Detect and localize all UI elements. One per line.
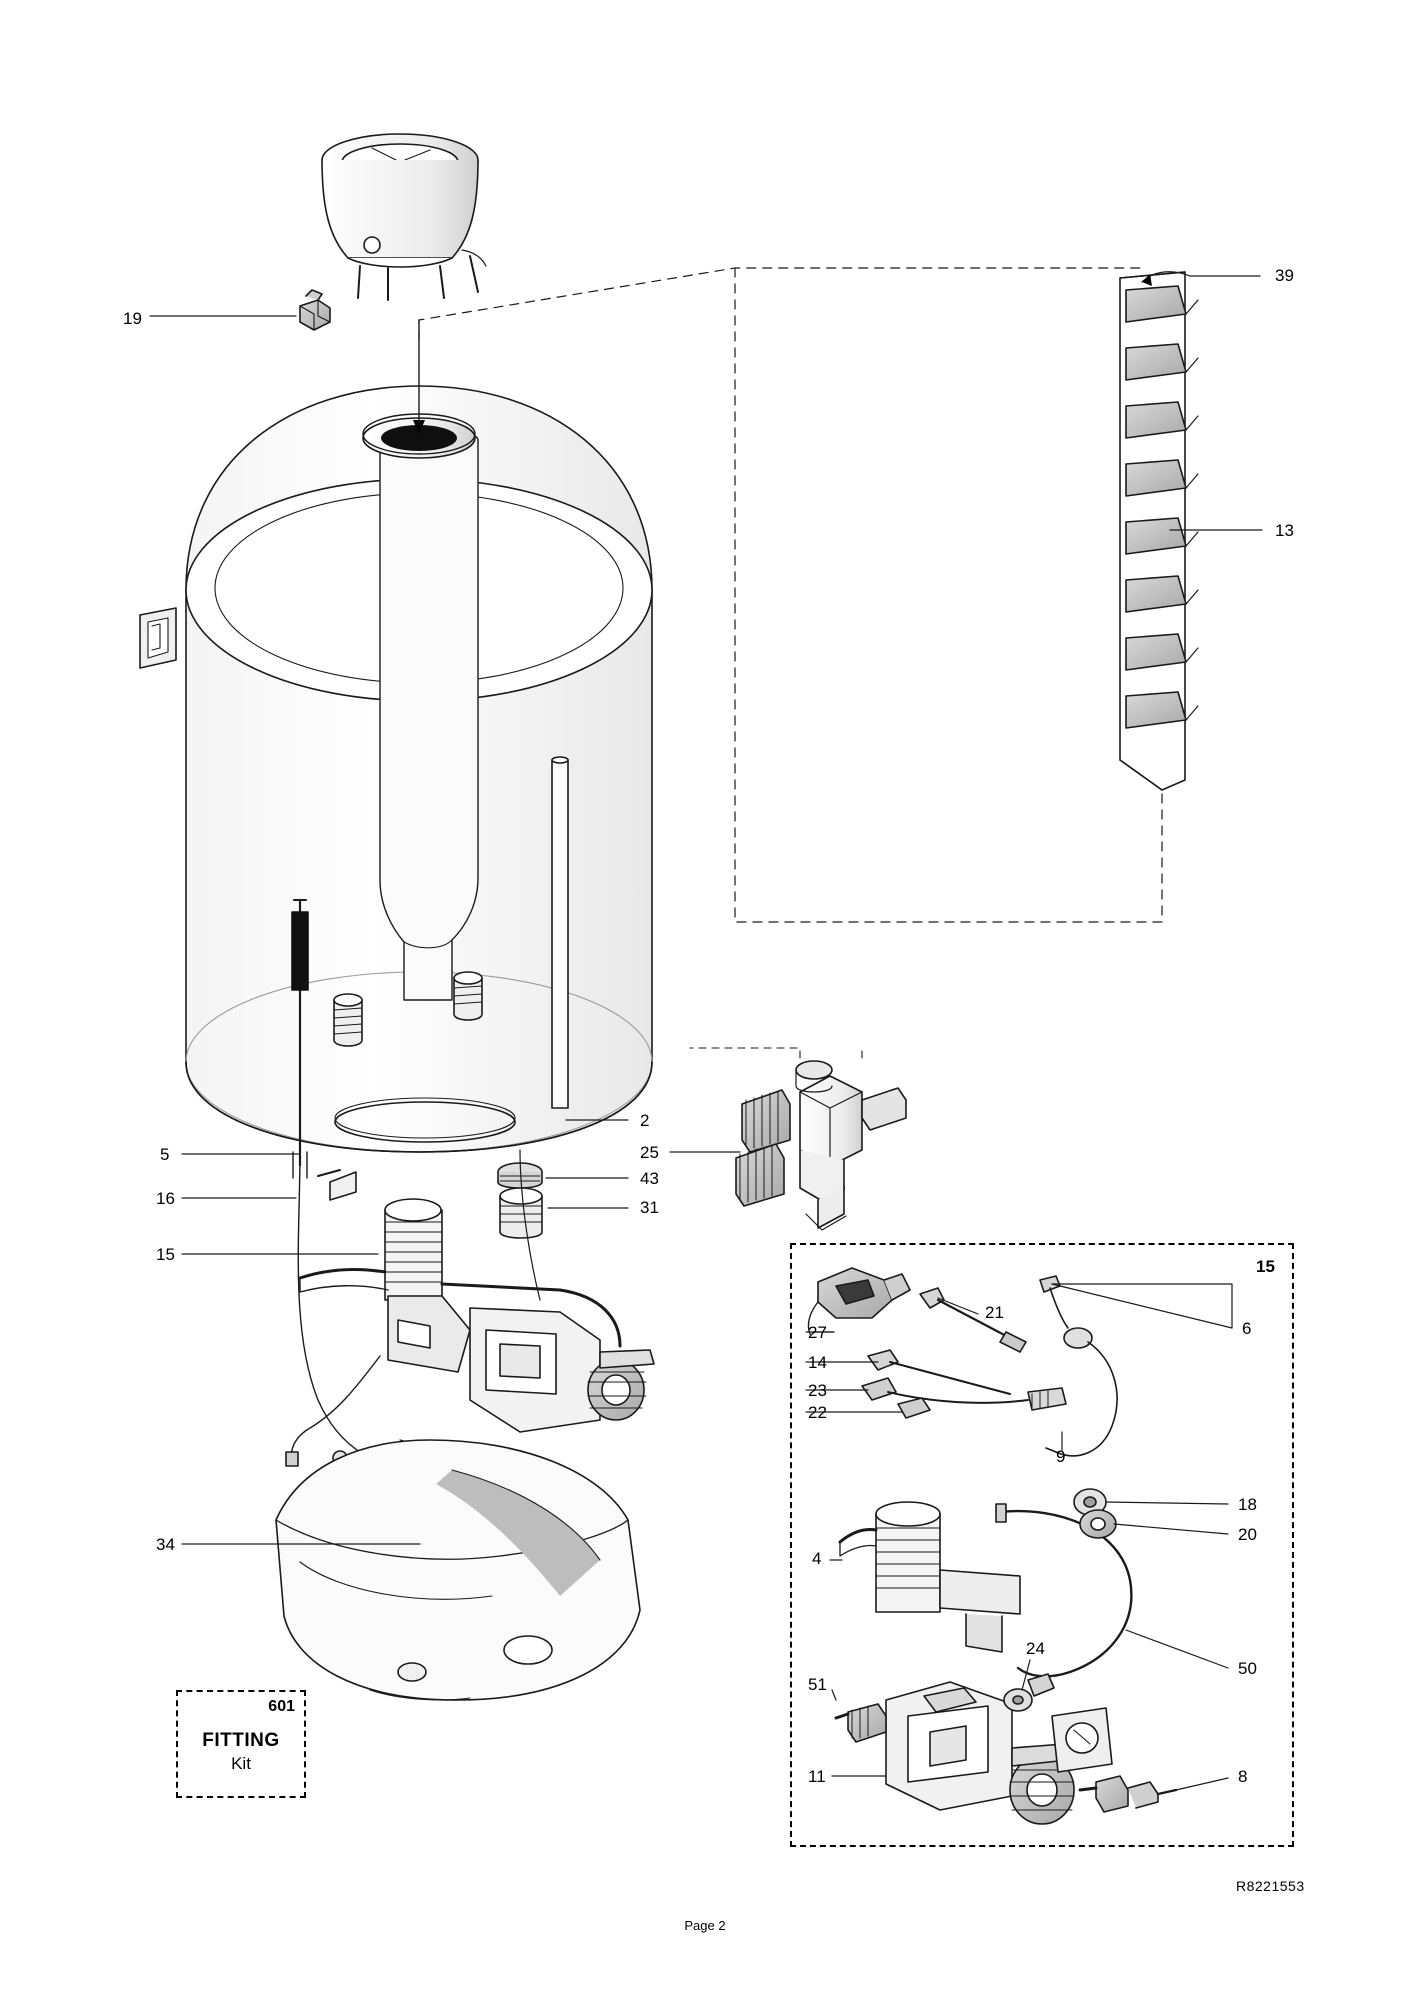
part-19-fitting <box>300 290 330 330</box>
draft-hood-part <box>322 134 486 300</box>
callout-22: 22 <box>808 1403 827 1422</box>
callout-51: 51 <box>808 1675 827 1694</box>
callout-19: 19 <box>123 309 142 328</box>
callout-34: 34 <box>156 1535 175 1554</box>
insulation-blanket <box>1120 272 1198 790</box>
base-pan-cover <box>276 1440 640 1700</box>
burner-assembly-left <box>286 1199 654 1466</box>
drawing-code: R8221553 <box>1236 1878 1305 1894</box>
page-footer: Page 2 <box>684 1918 726 1933</box>
callout-18: 18 <box>1238 1495 1257 1514</box>
fitting-kit-box <box>176 1690 306 1798</box>
callout-31: 31 <box>640 1198 659 1217</box>
callout-43: 43 <box>640 1169 659 1188</box>
callout-6: 6 <box>1242 1319 1252 1338</box>
callout-39: 39 <box>1275 266 1294 285</box>
callout-5: 5 <box>160 1145 170 1164</box>
gas-control-knob-left <box>588 1360 646 1420</box>
callout-21: 21 <box>985 1303 1004 1322</box>
callout-15: 15 <box>156 1245 175 1264</box>
callout-23: 23 <box>808 1381 827 1400</box>
callout-2: 2 <box>640 1111 650 1130</box>
fitting-kit-title: FITTING <box>202 1730 280 1751</box>
callout-13: 13 <box>1275 521 1294 540</box>
callout-20: 20 <box>1238 1525 1257 1544</box>
callout-16: 16 <box>156 1189 175 1208</box>
callout-9: 9 <box>1056 1447 1066 1466</box>
tank-nipple-left <box>334 994 362 1046</box>
callout-11: 11 <box>808 1767 826 1786</box>
callout-24: 24 <box>1026 1639 1045 1658</box>
mixing-valve-assembly <box>736 1061 906 1230</box>
callout-8: 8 <box>1238 1767 1248 1786</box>
valve-knob-lower <box>736 1144 784 1206</box>
callout-14: 14 <box>808 1353 827 1372</box>
fitting-kit-number: 601 <box>268 1698 295 1715</box>
fitting-kit-subtitle: Kit <box>231 1754 251 1773</box>
tank-nipple-right <box>454 972 482 1020</box>
callout-50: 50 <box>1238 1659 1257 1678</box>
water-heater-tank <box>140 386 652 1178</box>
callout-4: 4 <box>812 1549 822 1568</box>
part-31-coupling <box>500 1188 542 1238</box>
detail-panel-15-label: 15 <box>1256 1257 1275 1276</box>
callout-25: 25 <box>640 1143 659 1162</box>
valve-knob-upper <box>742 1090 790 1152</box>
detail-panel-15 <box>790 1243 1294 1847</box>
callout-27: 27 <box>808 1323 827 1342</box>
